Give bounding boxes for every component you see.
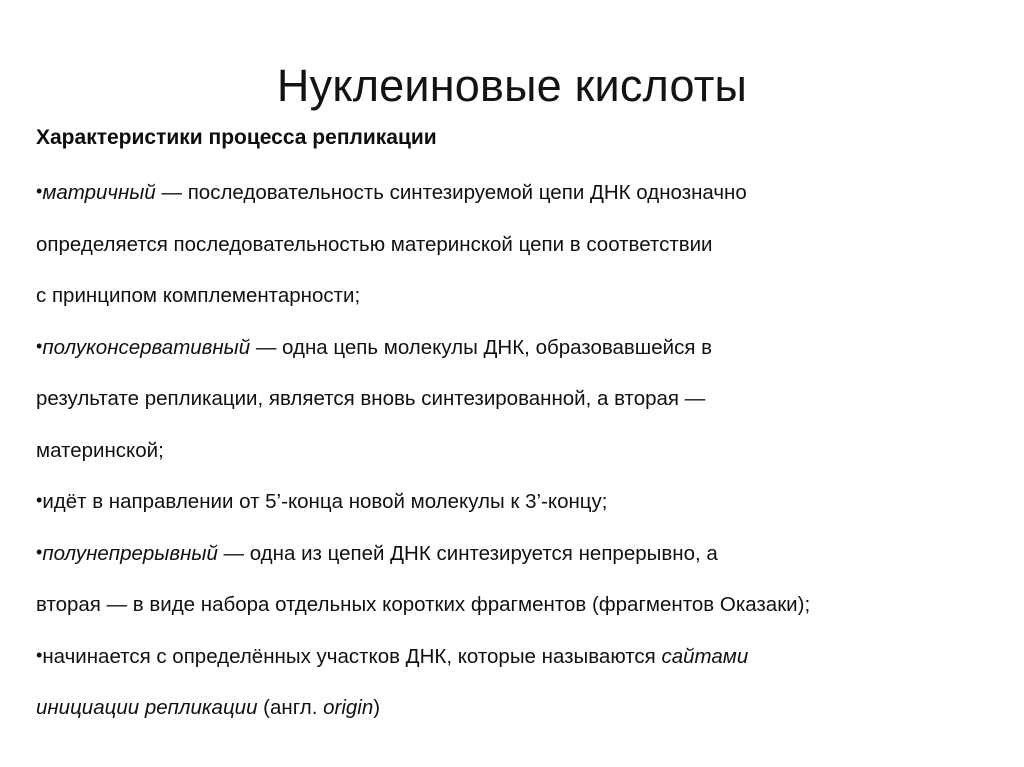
body-text: — одна из цепей ДНК синтезируется непрерывно, а bbox=[217, 541, 718, 565]
body-text: вторая — в виде набора отдельных коротких фрагментов (фрагментов Оказаки); bbox=[36, 593, 811, 616]
emphasis-text: сайтами bbox=[661, 644, 749, 668]
bullet-line bbox=[36, 476, 1011, 528]
continuation-line bbox=[36, 373, 1011, 425]
bullet-line bbox=[36, 528, 1011, 580]
bullet-list bbox=[36, 167, 1011, 734]
continuation-line bbox=[36, 270, 1011, 322]
continuation-line bbox=[36, 219, 1011, 271]
bullet-icon: • bbox=[36, 644, 43, 665]
bullet-icon: • bbox=[36, 490, 43, 510]
bullet-line bbox=[36, 167, 1011, 219]
emphasis-text: origin bbox=[323, 696, 374, 719]
body-text: определяется последовательностью материнской цепи в соответствии bbox=[36, 232, 713, 256]
body-text: ) bbox=[373, 696, 381, 719]
emphasis-text: инициации репликации bbox=[36, 696, 258, 719]
body-text: с принципом комплементарности; bbox=[36, 284, 361, 307]
emphasis-text: матричный bbox=[42, 181, 156, 204]
page-title: Нуклеиновые кислоты bbox=[276, 60, 748, 112]
emphasis-text: полуконсервативный bbox=[42, 335, 251, 359]
continuation-line bbox=[36, 579, 1011, 631]
body-text: идёт в направлении от 5’-конца новой молекулы к 3’-концу; bbox=[42, 490, 608, 513]
continuation-line bbox=[36, 425, 1011, 477]
body-text: результате репликации, является вновь синтезированной, а вторая — bbox=[36, 387, 706, 410]
bullet-icon: • bbox=[36, 181, 43, 201]
body-text: начинается с определённых участков ДНК, которые называются bbox=[42, 644, 662, 668]
bullet-icon: • bbox=[36, 335, 43, 356]
body-text: (англ. bbox=[257, 696, 324, 719]
bullet-line bbox=[36, 631, 1011, 683]
section-heading: Характеристики процесса репликации bbox=[36, 126, 437, 149]
bullet-line bbox=[36, 322, 1011, 374]
body-text: — последовательность синтезируемой цепи ДНК однозначно bbox=[155, 181, 747, 204]
continuation-line bbox=[36, 682, 1011, 734]
emphasis-text: полунепрерывный bbox=[42, 541, 218, 565]
body-text: — одна цепь молекулы ДНК, образовавшейся в bbox=[250, 335, 713, 359]
body-text: материнской; bbox=[36, 438, 164, 462]
bullet-icon: • bbox=[36, 541, 43, 562]
slide-body bbox=[36, 115, 1011, 734]
